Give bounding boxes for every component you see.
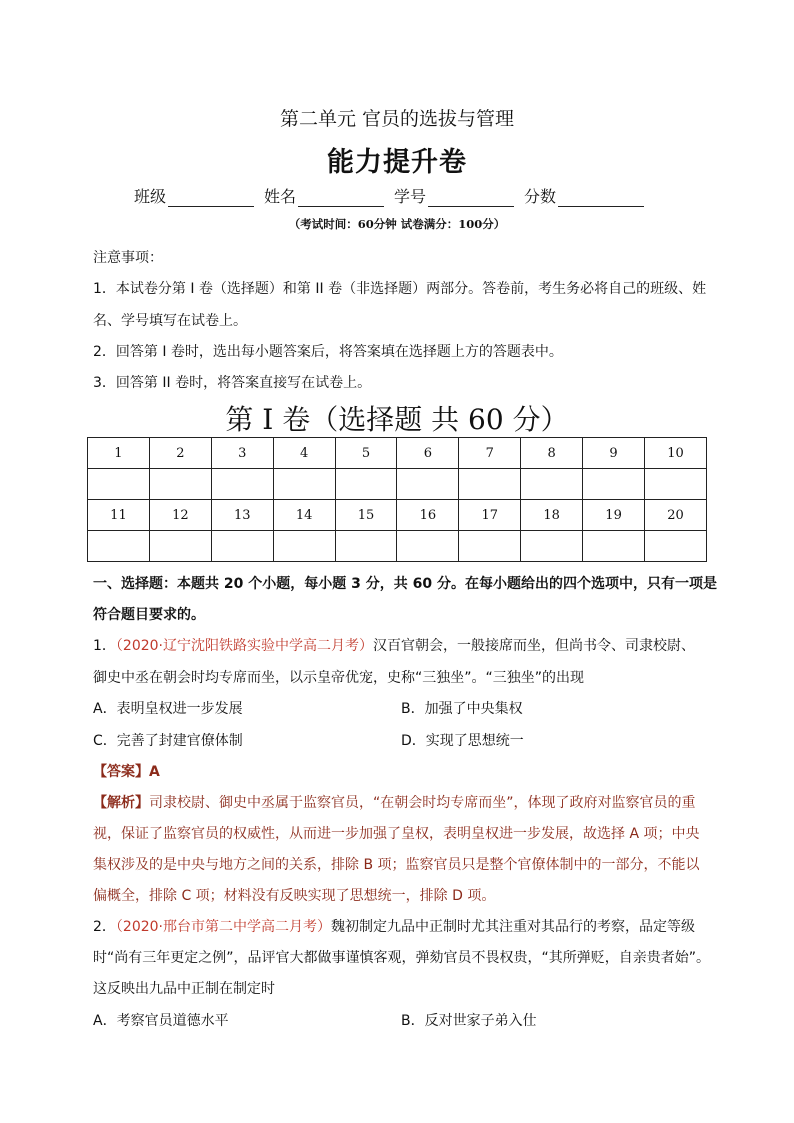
- note-item-2: 2．回答第 I 卷时，选出每小题答案后，将答案填在选择题上方的答题表中。: [93, 344, 563, 360]
- table-cell: 4: [273, 438, 335, 469]
- answer-cell[interactable]: [645, 469, 707, 500]
- answer-cell[interactable]: [397, 469, 459, 500]
- note-item-1-line2: 名、学号填写在试卷上。: [93, 313, 247, 329]
- table-cell: 20: [645, 500, 707, 531]
- q1-option-b[interactable]: B．加强了中央集权: [401, 701, 523, 717]
- q2-option-b[interactable]: B．反对世家子弟入仕: [401, 1013, 537, 1029]
- answer-cell[interactable]: [521, 531, 583, 562]
- table-cell: 17: [459, 500, 521, 531]
- answer-cell[interactable]: [149, 469, 211, 500]
- q1-analysis-line3: 集权涉及的是中央与地方之间的关系，排除 B 项；监察官员只是整个官僚体制中的一部分，不能以: [93, 857, 700, 873]
- question-2-line3: 这反映出九品中正制在制定时: [93, 981, 275, 997]
- q1-analysis-line1: [93, 792, 696, 812]
- student-id-field[interactable]: 学号: [394, 184, 514, 207]
- score-field[interactable]: 分数: [524, 184, 644, 207]
- answer-cell[interactable]: [88, 531, 150, 562]
- question-number: 1．: [93, 638, 116, 654]
- q1-analysis-line2: 视，保证了监察官员的权威性，从而进一步加强了皇权，表明皇权进一步发展，故选择 A 项；中央: [93, 826, 700, 842]
- q1-answer: [93, 761, 160, 781]
- table-cell: 1: [88, 438, 150, 469]
- q1-analysis-line4: 偏概全，排除 C 项；材料没有反映实现了思想统一，排除 D 项。: [93, 888, 496, 904]
- answer-cell[interactable]: [273, 469, 335, 500]
- answer-cell[interactable]: [335, 469, 397, 500]
- student-info-fields: [134, 184, 644, 207]
- answer-cell[interactable]: [88, 469, 150, 500]
- q1-option-c[interactable]: C．完善了封建官僚体制: [93, 733, 243, 749]
- answer-cell[interactable]: [335, 531, 397, 562]
- table-cell: 5: [335, 438, 397, 469]
- question-stem: 魏初制定九品中正制时尤其注重对其品行的考察，品定等级: [331, 919, 696, 935]
- answer-cell[interactable]: [397, 531, 459, 562]
- name-field[interactable]: 姓名: [264, 184, 384, 207]
- table-cell: 15: [335, 500, 397, 531]
- table-cell: 13: [211, 500, 273, 531]
- exam-note: （考试时间：60分钟 试卷满分：100分）: [288, 217, 506, 231]
- answer-cell[interactable]: [211, 531, 273, 562]
- answer-table-input-row-2: [88, 531, 707, 562]
- paper-title: 能力提升卷: [327, 147, 467, 178]
- instructions-line2: 符合题目要求的。: [93, 607, 205, 623]
- answer-label: 【答案】: [93, 764, 149, 780]
- table-cell: 19: [583, 500, 645, 531]
- answer-cell[interactable]: [583, 531, 645, 562]
- answer-table-header-row-1: [88, 438, 707, 469]
- question-2-line1: [93, 916, 695, 936]
- question-source: （2020·邢台市第二中学高二月考）: [115, 919, 332, 935]
- question-1-line2: 御史中丞在朝会时均专席而坐，以示皇帝优宠，史称“三独坐”。“三独坐”的出现: [93, 670, 585, 686]
- answer-table-header-row-2: [88, 500, 707, 531]
- answer-table: [87, 437, 707, 562]
- table-cell: 9: [583, 438, 645, 469]
- table-cell: 11: [88, 500, 150, 531]
- answer-cell[interactable]: [273, 531, 335, 562]
- analysis-text: 司隶校尉、御史中丞属于监察官员，“在朝会时均专席而坐”，体现了政府对监察官员的重: [149, 795, 696, 811]
- table-cell: 10: [645, 438, 707, 469]
- answer-cell[interactable]: [521, 469, 583, 500]
- answer-cell[interactable]: [645, 531, 707, 562]
- table-cell: 16: [397, 500, 459, 531]
- answer-cell[interactable]: [583, 469, 645, 500]
- question-number: 2．: [93, 919, 116, 935]
- analysis-label: 【解析】: [93, 795, 149, 811]
- q1-option-a[interactable]: A．表明皇权进一步发展: [93, 701, 243, 717]
- table-cell: 2: [149, 438, 211, 469]
- section1-title: 第 I 卷（选择题 共 60 分）: [225, 403, 569, 436]
- class-field[interactable]: 班级: [134, 184, 254, 207]
- notes-heading: 注意事项：: [93, 250, 163, 266]
- note-item-3: 3．回答第 II 卷时，将答案直接写在试卷上。: [93, 375, 372, 391]
- answer-value: A: [149, 764, 160, 780]
- table-cell: 18: [521, 500, 583, 531]
- table-cell: 8: [521, 438, 583, 469]
- table-cell: 6: [397, 438, 459, 469]
- question-2-line2: 时“尚有三年更定之例”，品评官大都做事谨慎客观，弹劾官员不畏权贵，“其所弹贬，自亲贵者始”。: [93, 950, 711, 966]
- note-item-1-line1: 1．本试卷分第 I 卷（选择题）和第 II 卷（非选择题）两部分。答卷前，考生务必将自己的班级、姓: [93, 281, 707, 297]
- table-cell: 7: [459, 438, 521, 469]
- answer-cell[interactable]: [211, 469, 273, 500]
- unit-title: 第二单元 官员的选拔与管理: [279, 108, 515, 130]
- answer-table-input-row-1: [88, 469, 707, 500]
- table-cell: 12: [149, 500, 211, 531]
- q2-option-a[interactable]: A．考察官员道德水平: [93, 1013, 229, 1029]
- question-source: （2020·辽宁沈阳铁路实验中学高二月考）: [115, 638, 373, 654]
- q1-option-d[interactable]: D．实现了思想统一: [401, 733, 524, 749]
- answer-cell[interactable]: [149, 531, 211, 562]
- answer-cell[interactable]: [459, 531, 521, 562]
- answer-cell[interactable]: [459, 469, 521, 500]
- table-cell: 14: [273, 500, 335, 531]
- table-cell: 3: [211, 438, 273, 469]
- question-stem: 汉百官朝会，一般接席而坐，但尚书令、司隶校尉、: [373, 638, 695, 654]
- instructions-line1: 一、选择题：本题共 20 个小题，每小题 3 分，共 60 分。在每小题给出的四个选项中，只有一项是: [93, 576, 717, 592]
- question-1-line1: [93, 635, 695, 655]
